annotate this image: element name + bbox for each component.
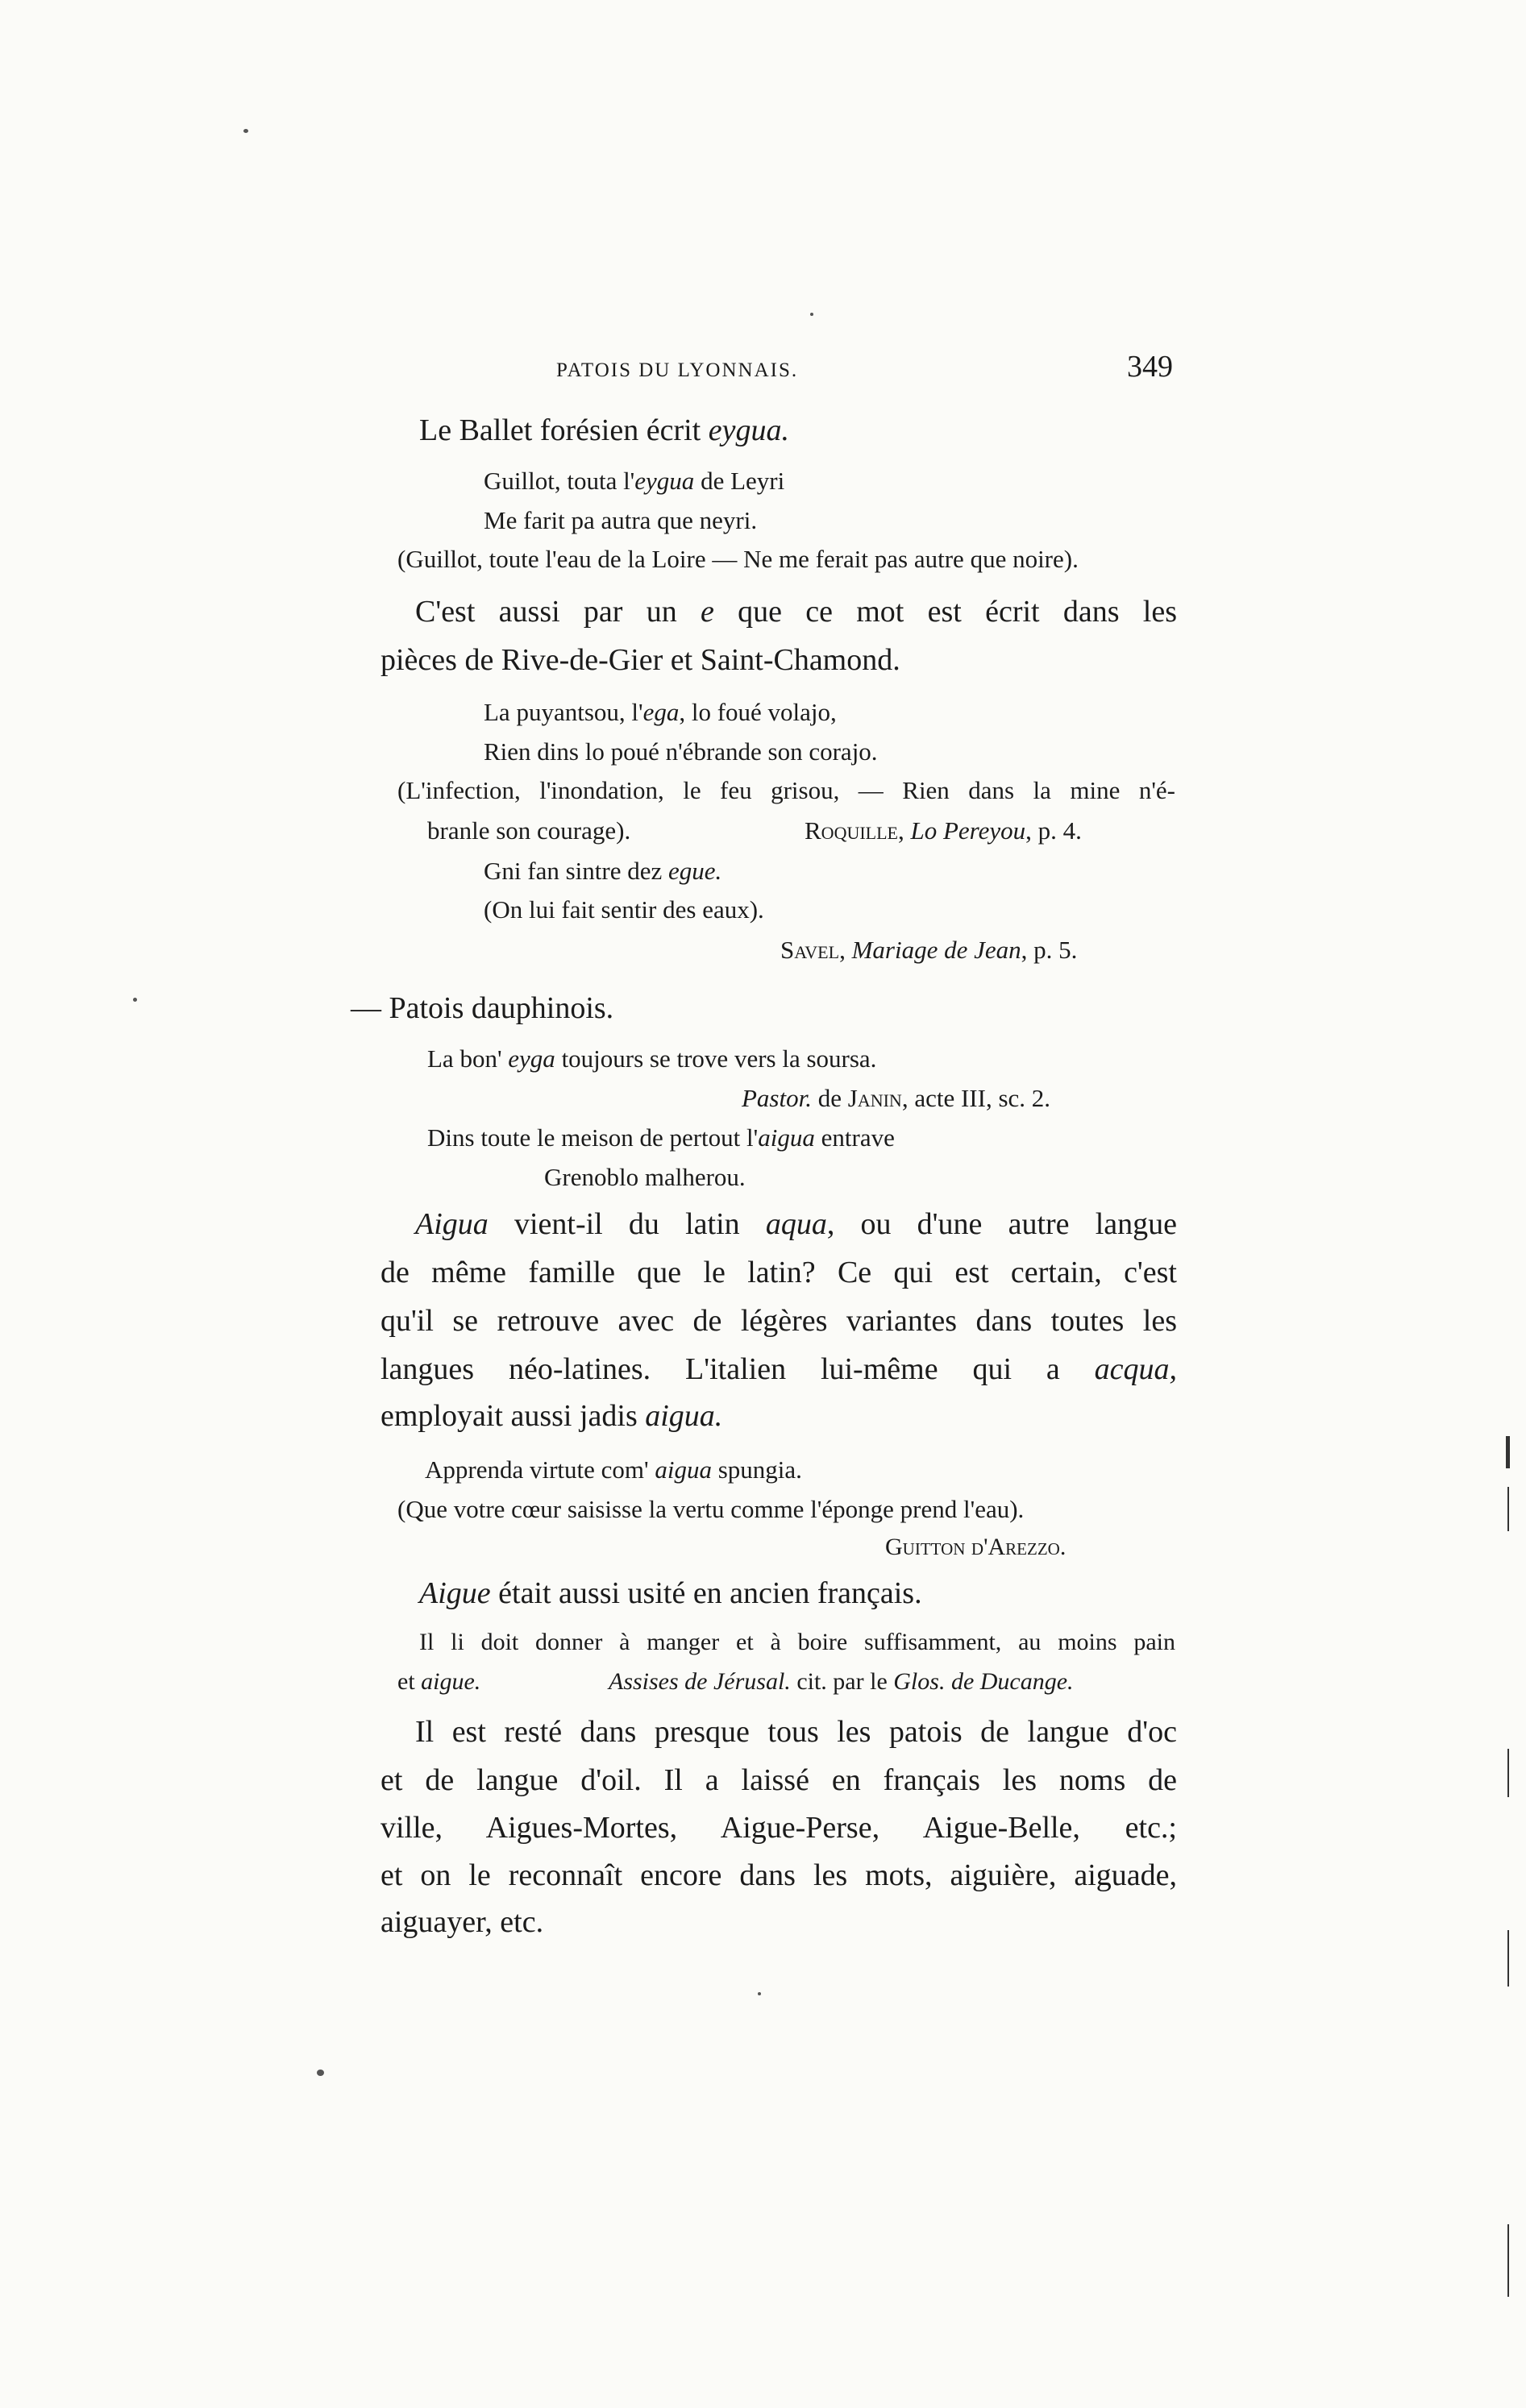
text-run: , ou d'une autre langue (826, 1207, 1177, 1241)
verse-line: Me farit pa autra que neyri. (484, 506, 758, 534)
verse-line: Rien dins lo poué n'ébrande son corajo. (484, 737, 878, 766)
verse-line (427, 1046, 876, 1071)
paragraph-line (415, 596, 1177, 627)
italic-term: eygua. (708, 413, 789, 447)
text-run: Le Ballet forésien écrit (419, 413, 701, 447)
text-run: et (397, 1668, 422, 1695)
ink-speck (317, 2070, 324, 2076)
margin-mark (1507, 1487, 1509, 1531)
text-run: de (812, 1084, 848, 1112)
quote-line (397, 1670, 480, 1694)
paragraph-line: aiguayer, etc. (380, 1905, 544, 1939)
citation (742, 1086, 1050, 1111)
quote-line: Il li doit donner à manger et à boire suffisamment, au moins pain (419, 1629, 1175, 1655)
ink-speck (133, 998, 137, 1002)
verse-line (484, 858, 721, 883)
text-run: entrave (814, 1123, 895, 1152)
citation (609, 1670, 1074, 1694)
cite-author: Janin (847, 1084, 902, 1112)
margin-mark (1507, 2224, 1509, 2297)
text-run: Apprenda virtute com' (425, 1455, 655, 1484)
text-run: , p. 4. (1025, 816, 1082, 845)
italic-term: aqua (765, 1207, 827, 1241)
italic-term: acqua, (1094, 1352, 1177, 1386)
text-run: , lo foué volajo, (679, 698, 837, 726)
citation (805, 818, 1082, 843)
translation-line: branle son courage). (427, 816, 631, 845)
paragraph-line (419, 1578, 922, 1609)
translation-line: (L'infection, l'inondation, le feu grisou, — Rien dans la mine n'é- (397, 776, 1175, 804)
translation-line: (Que votre cœur saisisse la vertu comme l'éponge prend l'eau). (397, 1495, 1025, 1523)
paragraph-line: ville, Aigues-Mortes, Aigue-Perse, Aigue-Belle, etc.; (380, 1811, 1177, 1845)
text-run: de Leyri (694, 467, 785, 495)
paragraph-line: Il est resté dans presque tous les patois de langue d'oc (415, 1715, 1177, 1749)
italic-term: aigua (655, 1455, 712, 1484)
italic-term: aigua (758, 1123, 815, 1152)
cite-author: Roquille (805, 816, 898, 845)
section-heading: — Patois dauphinois. (351, 991, 614, 1025)
verse-line (427, 1125, 895, 1150)
verse-line: Grenoblo malherou. (544, 1163, 746, 1191)
italic-term: ega (642, 698, 680, 726)
paragraph-line: et de langue d'oil. Il a laissé en français les noms de (380, 1763, 1177, 1797)
margin-mark (1507, 1930, 1509, 1987)
ink-speck (810, 313, 813, 316)
italic-term: e (700, 595, 714, 629)
text-run: vient-il du latin (488, 1207, 766, 1241)
text-run: toujours se trove vers la soursa. (555, 1044, 877, 1073)
paragraph-line (380, 1401, 722, 1431)
verse-line: (On lui fait sentir des eaux). (484, 895, 764, 924)
text-run: spungia. (711, 1455, 802, 1484)
margin-mark (1506, 1436, 1510, 1468)
text-run: langues néo-latines. L'italien lui-même qui a (380, 1352, 1095, 1386)
italic-term: Aigua (415, 1207, 489, 1241)
ink-speck (758, 1992, 761, 1995)
text-run: , (897, 816, 911, 845)
paragraph-line (415, 1209, 1177, 1239)
text-run: La puyantsou, l' (484, 698, 643, 726)
italic-term: Aigue (419, 1576, 491, 1610)
citation (780, 937, 1077, 962)
paragraph-line: et on le reconnaît encore dans les mots, aiguière, aiguade, (380, 1858, 1177, 1892)
italic-term: eyga (508, 1044, 555, 1073)
cite-work: Assises de Jérusal. (609, 1668, 791, 1695)
cite-work: Mariage de Jean (851, 936, 1021, 964)
margin-mark (1507, 1749, 1509, 1797)
paragraph-line: qu'il se retrouve avec de légères variantes dans toutes les (380, 1304, 1177, 1338)
text-run: Guillot, touta l' (484, 467, 635, 495)
italic-term: aigue. (421, 1668, 481, 1695)
text-run: Gni fan sintre dez (484, 857, 668, 885)
citation: Guitton d'Arezzo. (885, 1534, 1067, 1560)
cite-work: Lo Pereyou (910, 816, 1026, 845)
verse-line (484, 700, 837, 724)
cite-work: Glos. de Ducange. (893, 1668, 1074, 1695)
italic-term: egue. (667, 857, 722, 885)
text-run: cit. par le (790, 1668, 894, 1695)
translation-line: (Guillot, toute l'eau de la Loire — Ne me ferait pas autre que noire). (397, 545, 1079, 573)
text-run: employait aussi jadis (380, 1399, 646, 1433)
text-run: était aussi usité en ancien français. (490, 1576, 922, 1610)
text-run: , acte III, sc. 2. (901, 1084, 1051, 1112)
text-run: , p. 5. (1021, 936, 1078, 964)
text-run: La bon' (427, 1044, 509, 1073)
cite-work: Pastor. (742, 1084, 812, 1112)
paragraph-line: pièces de Rive-de-Gier et Saint-Chamond. (380, 643, 900, 677)
paragraph-line: de même famille que le latin? Ce qui est certain, c'est (380, 1256, 1177, 1289)
running-title: PATOIS DU LYONNAIS. (556, 359, 799, 381)
verse-line (425, 1457, 802, 1482)
ink-speck (243, 129, 248, 133)
text-run: que ce mot est écrit dans les (713, 595, 1177, 629)
text-run: , (839, 936, 852, 964)
text-run: C'est aussi par un (415, 595, 701, 629)
page-number: 349 (1127, 350, 1173, 384)
italic-term: eygua (634, 467, 695, 495)
paragraph-line (380, 1354, 1177, 1385)
italic-term: aigua. (645, 1399, 723, 1433)
text-run: Dins toute le meison de pertout l' (427, 1123, 759, 1152)
verse-line (484, 468, 784, 493)
cite-author: Savel (780, 936, 840, 964)
paragraph-line (419, 415, 789, 446)
